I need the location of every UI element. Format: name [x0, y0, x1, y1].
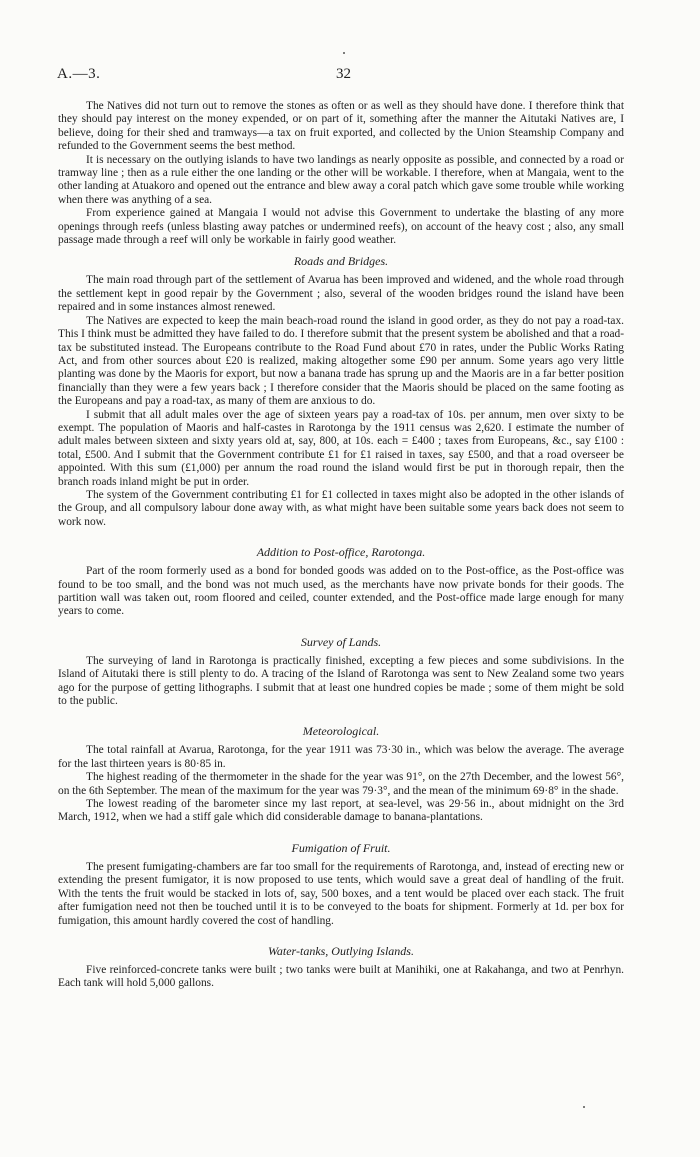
paragraph: I submit that all adult males over the age of sixteen years pay a road-tax of 10s. per annum, men over sixty to be exempt. The population of Maoris and half-castes in Rarotonga by the 1911 census was 2,620. I estimate the number of adult males between sixteen and sixty years old at, say, 800, at 10s. each = £400 ; taxes from Europeans, &c., say £100 : total, £500. And I submit that the Government contribute £1 for £1 raised in taxes, say £500, and that a road overseer be appointed. With this sum (£1,000) per annum the road round the island would first be put in thorough repair, then the branch roads inland might be put in order. [58, 408, 624, 488]
section-heading-meteorological: Meteorological. [302, 724, 380, 739]
paragraph: The highest reading of the thermometer in the shade for the year was 91°, on the 27th December, and the lowest 56°, on the 6th September. The mean of the maximum for the year was 79·3°, and the mean of the minimum 69·8° in the shade. [58, 771, 624, 797]
paragraph: The total rainfall at Avarua, Rarotonga, for the year 1911 was 73·30 in., which was below the average. The average for the last thirteen years is 80·85 in. [58, 744, 624, 770]
section-heading-fumigation: Fumigation of Fruit. [291, 840, 391, 855]
section-heading-roads: Roads and Bridges. [293, 254, 389, 269]
paragraph: Part of the room formerly used as a bond for bonded goods was added on to the Post-office, as the Post-office was found to be too small, and the bond was not much used, as the merchants have now private bonds for their goods. The partition wall was taken out, room floored and ceiled, counter extended, and the Post-office made large enough for many years to come. [58, 565, 624, 618]
paragraph: The surveying of land in Rarotonga is practically finished, excepting a few pieces and some subdivisions. In the Island of Aitutaki there is still plenty to do. A tracing of the Island of Rarotonga was sent to New Zealand some two years ago for the purpose of getting lithographs. I submit that at least one hundred copies be made ; some of them might be sold to the public. [58, 654, 624, 708]
speck-mark [583, 1106, 585, 1108]
page-number: 32 [336, 66, 351, 82]
paragraph: The Natives did not turn out to remove the stones as often or as well as they should have done. I therefore think that they should pay interest on the money expended, or on part of it, something after the manner the Aitutaki Natives are, I believe, doing for their shed and tramways—a tax on fruit exported, and collected by the Union Steamship Company and refunded to the Government seems the best method. [58, 100, 624, 153]
paragraph: The Natives are expected to keep the main beach-road round the island in good order, as they do not pay a road-tax. This I think must be admitted they have failed to do. I therefore submit that the present system be abolished and that a road-tax be substituted instead. The Europeans contribute to the Road Fund about £70 in rates, under the Public Works Rating Act, and from other sources about £20 is realized, making altogether some £90 per annum. Some years ago very little planting was done by the Maoris for export, but now a banana trade has sprung up and the Maoris are in a far better position financially than they were a few years back ; I therefore consider that the Maoris should be placed on the same footing as the Europeans and pay a road-tax, as many of them are anxious to do. [58, 314, 624, 408]
paragraph: The system of the Government contributing £1 for £1 collected in taxes might also be adopted in the other islands of the Group, and all compulsory labour done away with, as what might have been suitable some years back does not seem to work now. [58, 488, 624, 528]
paragraph: The present fumigating-chambers are far too small for the requirements of Rarotonga, and, instead of erecting new or extending the present fumigator, it is now proposed to use tents, which would save a great deal of handling of the fruit. With the tents the fruit would be stacked in lots of, say, 500 boxes, and a tent would be placed over each stack. The fruit after fumigation need not then be touched until it is to be conveyed to the boats for shipment. Formerly at 1d. per box for fumigation, this amount hardly covered the cost of handling. [58, 860, 624, 927]
section-heading-water-tanks: Water-tanks, Outlying Islands. [268, 943, 414, 958]
paragraph: It is necessary on the outlying islands to have two landings as nearly opposite as possible, and connected by a road or tramway line ; then as a rule either the one landing or the other will be workable. I therefore, when at Mangaia, went to the other landing at Atuakoro and opened out the entrance and blew away a coral patch which gave some trouble while working when there was anything of a sea. [58, 153, 624, 206]
document-reference: A.—3. [57, 66, 101, 82]
paragraph: The lowest reading of the barometer since my last report, at sea-level, was 29·56 in., about midnight on the 3rd March, 1912, when we had a stiff gale which did considerable damage to banana-plantations. [58, 798, 624, 824]
section-heading-post-office: Addition to Post-office, Rarotonga. [256, 545, 426, 560]
document-body [58, 100, 624, 991]
paragraph: Five reinforced-concrete tanks were built ; two tanks were built at Manihiki, one at Rakahanga, and two at Penrhyn. Each tank will hold 5,000 gallons. [58, 963, 624, 990]
paragraph: The main road through part of the settlement of Avarua has been improved and widened, and the whole road through the settlement kept in good repair by the Government ; also, several of the wooden bridges round the island have been repaired and in some instances almost renewed. [58, 274, 624, 314]
section-heading-survey: Survey of Lands. [300, 634, 382, 649]
paragraph: From experience gained at Mangaia I would not advise this Government to undertake the blasting of any more openings through reefs (unless blasting away patches or undermined reefs), on account of the heavy cost ; also, any small passage made through a reef will only be workable in fairly good weather. [58, 207, 624, 247]
speck-mark [343, 52, 345, 54]
